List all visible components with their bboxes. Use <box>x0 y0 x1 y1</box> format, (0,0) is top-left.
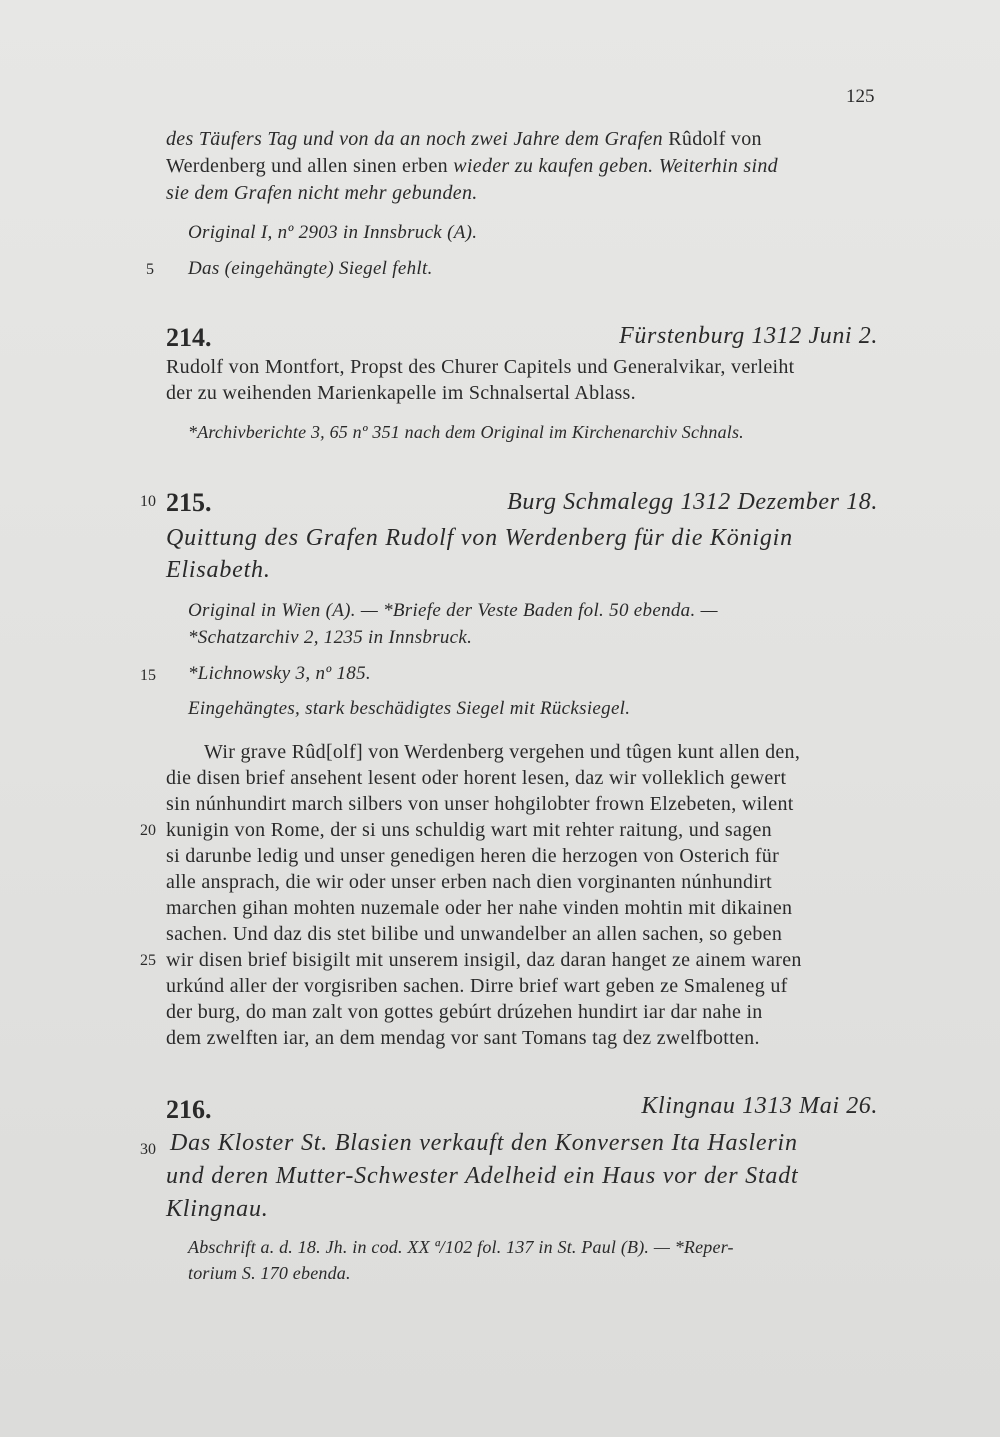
charter-215-line-5: si darunbe ledig und unser genedigen heren die herzogen von Osterich für <box>166 845 780 867</box>
entry-215-note-1-line-2: *Schatzarchiv 2, 1235 in Innsbruck. <box>188 627 473 648</box>
intro-line-1-italic: des Täufers Tag und von da an noch zwei Jahre dem Grafen <box>166 128 669 150</box>
entry-216-summary-line-3: Klingnau. <box>166 1196 269 1222</box>
line-number-30: 30 <box>140 1141 156 1158</box>
intro-note-seal: Das (eingehängte) Siegel fehlt. <box>188 258 433 279</box>
entry-216-place-date: Klingnau 1313 Mai 26. <box>641 1093 878 1119</box>
entry-214-place-date: Fürstenburg 1312 Juni 2. <box>619 323 878 349</box>
charter-215-line-11: der burg, do man zalt von gottes gebúrt drúzehen hundirt iar dar nahe in <box>166 1001 763 1023</box>
entry-215-note-2: *Lichnowsky 3, nº 185. <box>188 663 371 684</box>
entry-215-summary-line-2: Elisabeth. <box>166 557 271 583</box>
charter-215-line-8: sachen. Und daz dis stet bilibe und unwandelber an allen sachen, so geben <box>166 923 783 945</box>
entry-216-note-line-2: torium S. 170 ebenda. <box>188 1263 351 1283</box>
intro-line-2 <box>166 155 778 178</box>
intro-line-2-roman: Werdenberg und allen sinen erben <box>166 155 454 177</box>
entry-214-number: 214. <box>166 323 212 352</box>
page-number: 125 <box>846 86 875 107</box>
entry-215-place-date: Burg Schmalegg 1312 Dezember 18. <box>507 489 878 515</box>
charter-215-line-9: wir disen brief bisigilt mit unserem insigil, daz daran hanget ze ainem waren <box>166 949 802 971</box>
entry-216-summary-line-2: und deren Mutter-Schwester Adelheid ein Haus vor der Stadt <box>166 1163 799 1189</box>
charter-215-line-2: die disen brief ansehent lesent oder horent lesen, daz wir volleklich gewert <box>166 767 787 789</box>
entry-216-number: 216. <box>166 1095 212 1124</box>
entry-214-summary-line-2: der zu weihenden Marienkapelle im Schnalsertal Ablass. <box>166 382 636 404</box>
entry-214-summary-line-1: Rudolf von Montfort, Propst des Churer Capitels und Generalvikar, verleiht <box>166 356 795 378</box>
charter-215-line-3: sin núnhundirt march silbers von unser hohgilobter frown Elzebeten, wilent <box>166 793 794 815</box>
intro-line-1 <box>166 128 762 151</box>
line-number-20: 20 <box>140 822 156 839</box>
entry-215-number: 215. <box>166 488 212 517</box>
entry-216-summary-line-1: Das Kloster St. Blasien verkauft den Konversen Ita Haslerin <box>170 1130 798 1156</box>
entry-215-note-1-line-1: Original in Wien (A). — *Briefe der Veste Baden fol. 50 ebenda. — <box>188 600 718 621</box>
entry-214-note: *Archivberichte 3, 65 nº 351 nach dem Original im Kirchenarchiv Schnals. <box>188 422 744 442</box>
line-number-10: 10 <box>140 493 156 510</box>
charter-215-line-10: urkúnd aller der vorgisriben sachen. Dirre brief wart geben ze Smaleneg uf <box>166 975 788 997</box>
entry-215-note-3: Eingehängtes, stark beschädigtes Siegel mit Rücksiegel. <box>188 698 631 719</box>
line-number-15: 15 <box>140 667 156 684</box>
intro-line-3: sie dem Grafen nicht mehr gebunden. <box>166 182 478 204</box>
line-number-25: 25 <box>140 952 156 969</box>
line-number-5: 5 <box>146 261 154 278</box>
charter-215-line-1: Wir grave Rûd[olf] von Werdenberg vergehen und tûgen kunt allen den, <box>204 741 801 763</box>
charter-215-line-7: marchen gihan mohten nuzemale oder her nahe vinden mohtin mit dikainen <box>166 897 793 919</box>
entry-216-note-line-1: Abschrift a. d. 18. Jh. in cod. XX ª/102 fol. 137 in St. Paul (B). — *Reper- <box>188 1237 734 1257</box>
intro-line-2-italic: wieder zu kaufen geben. Weiterhin sind <box>453 155 778 177</box>
charter-215-line-12: dem zwelften iar, an dem mendag vor sant Tomans tag dez zwelfbotten. <box>166 1027 760 1049</box>
intro-note-original: Original I, nº 2903 in Innsbruck (A). <box>188 222 478 243</box>
intro-line-1-roman: Rûdolf von <box>668 128 762 150</box>
charter-215-line-4: kunigin von Rome, der si uns schuldig wart mit rehter raitung, und sagen <box>166 819 772 841</box>
charter-215-line-6: alle ansprach, die wir oder unser erben nach dien vorginanten núnhundirt <box>166 871 773 893</box>
entry-215-summary-line-1: Quittung des Grafen Rudolf von Werdenberg für die Königin <box>166 525 793 551</box>
